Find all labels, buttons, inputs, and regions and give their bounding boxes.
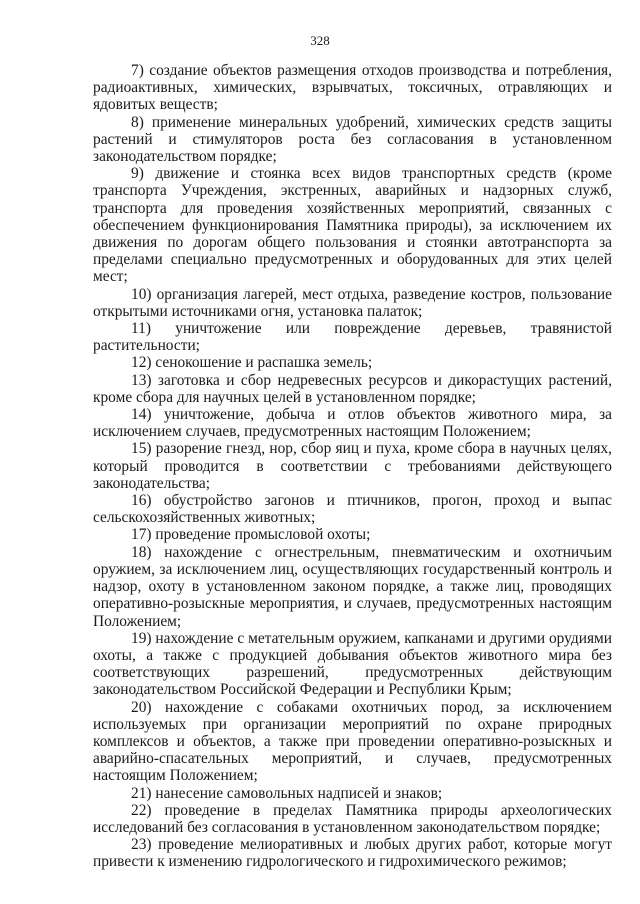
list-item-14: 14) уничтожение, добыча и отлов объектов животного мира, за исключением случаев, предусмотренных настоящим Положением; bbox=[93, 406, 612, 441]
list-item-23: 23) проведение мелиоративных и любых других работ, которые могут привести к изменению гидрологического и гидрохимического режимов; bbox=[93, 836, 612, 871]
list-item-12: 12) сенокошение и распашка земель; bbox=[131, 354, 373, 372]
list-item-22: 22) проведение в пределах Памятника природы археологических исследований без согласования в установленном законодательством порядке; bbox=[93, 801, 612, 836]
list-item-11: 11) уничтожение или повреждение деревьев, травянистой растительности; bbox=[93, 320, 612, 355]
list-item-21: 21) нанесение самовольных надписей и знаков; bbox=[131, 784, 443, 802]
list-item-19: 19) нахождение с метательным оружием, капканами и другими орудиями охоты, а также с продукцией добывания объектов животного мира без соответствующих разрешений, предусмотренных действующим законодательством Российской Федерации и Республики Крым; bbox=[93, 629, 612, 699]
list-item-13: 13) заготовка и сбор недревесных ресурсов и дикорастущих растений, кроме сбора для научных целей в установленном порядке; bbox=[93, 371, 612, 406]
list-item-8: 8) применение минеральных удобрений, химических средств защиты растений и стимуляторов роста без согласования в установленном законодательством порядке; bbox=[93, 113, 612, 166]
list-item-9: 9) движение и стоянка всех видов транспортных средств (кроме транспорта Учреждения, экстренных, аварийных и надзорных служб, транспорта для проведения хозяйственных мероприятий, связанных с обеспечением функционирования Памятника природы), за исключением их движения по дорогам общего пользования и стоянки автотранспорта за пределами специально предусмотренных и оборудованных для этих целей мест; bbox=[93, 165, 612, 286]
list-item-16: 16) обустройство загонов и птичников, прогон, проход и выпас сельскохозяйственных животных; bbox=[93, 492, 612, 527]
list-item-15: 15) разорение гнезд, нор, сбор яиц и пуха, кроме сбора в научных целях, который проводится в соответствии с требованиями действующего законодательства; bbox=[93, 440, 612, 492]
list-item-7: 7) создание объектов размещения отходов производства и потребления, радиоактивных, химических, взрывчатых, токсичных, отравляющих и ядовитых веществ; bbox=[93, 62, 612, 114]
document-body bbox=[93, 62, 612, 871]
list-item-10: 10) организация лагерей, мест отдыха, разведение костров, пользование открытыми источниками огня, установка палаток; bbox=[93, 285, 612, 320]
page-number: 328 bbox=[310, 33, 330, 48]
list-item-17: 17) проведение промысловой охоты; bbox=[131, 526, 371, 544]
list-item-18: 18) нахождение с огнестрельным, пневматическим и охотничьим оружием, за исключением лиц, осуществляющих государственный контроль и надзор, охоту в установленном законом порядке, а также лиц, проводящих оперативно-розыскные мероприятия, и случаев, предусмотренных настоящим Положением; bbox=[93, 543, 612, 630]
list-item-20: 20) нахождение с собаками охотничьих пород, за исключением используемых при организации мероприятий по охране природных комплексов и объектов, а также при проведении оперативно-розыскных и аварийно-спасательных мероприятий, и случаев, предусмотренных настоящим Положением; bbox=[93, 698, 612, 785]
